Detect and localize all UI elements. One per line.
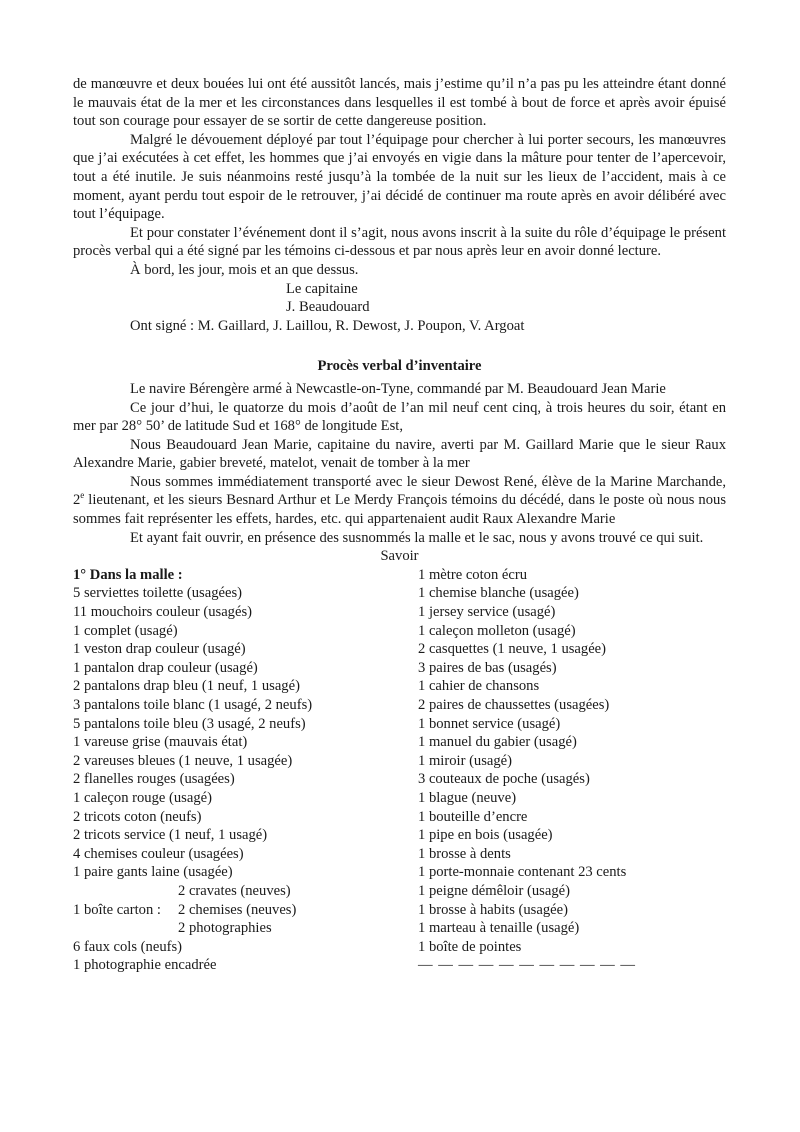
inventory-left-column <box>73 566 418 975</box>
list-item: 5 pantalons toile bleu (3 usagé, 2 neufs) <box>73 715 306 732</box>
inventory-right-column <box>418 566 726 975</box>
list-item: 1 paire gants laine (usagée) <box>73 864 233 881</box>
box-label-spacer <box>73 919 178 938</box>
transport-text-a: Nous sommes immédiatement transporté avec le sieur Dewost René, élève de la Marine Marchande, 2 <box>73 473 726 509</box>
list-item: 1 jersey service (usagé) <box>418 604 556 621</box>
list-item: 2 pantalons drap bleu (1 neuf, 1 usagé) <box>73 678 300 695</box>
list-item: 1 bonnet service (usagé) <box>418 715 561 732</box>
box-contents-row <box>73 882 418 901</box>
list-item: 1 manuel du gabier (usagé) <box>418 734 577 751</box>
list-item: 2 casquettes (1 neuve, 1 usagée) <box>418 641 607 658</box>
list-item: 1 porte-monnaie contenant 23 cents <box>418 864 627 881</box>
box-label: 1 boîte carton : <box>73 901 161 918</box>
box-contents-row <box>73 919 418 938</box>
list-item: 3 paires de bas (usagés) <box>418 659 557 676</box>
list-item: 1 caleçon molleton (usagé) <box>418 622 576 639</box>
paragraph-transport <box>73 473 726 529</box>
list-item: 1 cahier de chansons <box>418 678 540 695</box>
list-item: 1 miroir (usagé) <box>418 752 513 769</box>
list-item: 1 caleçon rouge (usagé) <box>73 789 212 806</box>
list-item: 4 chemises couleur (usagées) <box>73 845 244 862</box>
list-item: 2 paires de chaussettes (usagées) <box>418 697 610 713</box>
list-item: 1 pipe en bois (usagée) <box>418 827 553 844</box>
list-item: 2 cravates (neuves) <box>178 882 291 899</box>
list-item: 1 peigne démêloir (usagé) <box>418 882 570 899</box>
list-item: 1 mètre coton écru <box>418 566 527 583</box>
list-item: 1 brosse à habits (usagée) <box>418 901 568 918</box>
signed-by-line: Ont signé : M. Gaillard, J. Laillou, R. Dewost, J. Poupon, V. Argoat <box>130 317 525 334</box>
closing-line: À bord, les jour, mois et an que dessus. <box>130 261 359 278</box>
list-item: 1 vareuse grise (mauvais état) <box>73 734 248 751</box>
paragraph-captain-notice: Nous Beaudouard Jean Marie, capitaine du navire, averti par M. Gaillard Marie que le sieur Raux Alexandre Marie, gabier breveté, matelot, venait de tomber à la mer <box>73 436 726 472</box>
paragraph-ship: Le navire Bérengère armé à Newcastle-on-Tyne, commandé par M. Beaudouard Jean Marie <box>130 380 666 397</box>
list-item: 1 boîte de pointes <box>418 938 522 955</box>
list-item: 1 brosse à dents <box>418 845 511 862</box>
ordinal-superscript: e <box>80 490 85 501</box>
list-item: 1 bouteille d’encre <box>418 808 528 825</box>
list-item: 1 veston drap couleur (usagé) <box>73 641 246 658</box>
box-contents-row <box>73 901 418 920</box>
list-item: 2 photographies <box>178 920 272 937</box>
list-item: 3 couteaux de poche (usagés) <box>418 771 590 788</box>
paragraph-date-position: Ce jour d’hui, le quatorze du mois d’août de l’an mil neuf cent cinq, à trois heures du soir, étant en mer par 28° 50’ de latitude Sud et 168° de longitude Est, <box>73 399 726 435</box>
box-label-spacer <box>73 882 178 901</box>
list-item: 1 pantalon drap couleur (usagé) <box>73 659 258 676</box>
trunk-heading: 1° Dans la malle : <box>73 566 183 583</box>
list-item: 3 pantalons toile blanc (1 usagé, 2 neufs) <box>73 697 313 713</box>
paragraph-record-statement: Et pour constater l’événement dont il s’agit, nous avons inscrit à la suite du rôle d’équipage le présent procès verbal qui a été signé par les témoins ci-dessous et par nous après leur en avoir donné lecture. <box>73 224 726 260</box>
paragraph-continuation: de manœuvre et deux bouées lui ont été aussitôt lancés, mais j’estime qu’il n’a pas pu les atteindre étant donné le mauvais état de la mer et les circonstances dans lesquelles il est tombé à bout de force et après avoir épuisé tout son courage pour essayer de se sortir de cette dangereuse position. <box>73 76 726 130</box>
list-item: 1 chemise blanche (usagée) <box>418 585 579 602</box>
list-item: 2 flanelles rouges (usagées) <box>73 771 235 788</box>
paragraph-opening: Et ayant fait ouvrir, en présence des susnommés la malle et le sac, nous y avons trouvé ce qui suit. <box>130 529 704 546</box>
signature-title: Le capitaine <box>286 280 358 297</box>
document-page <box>73 75 726 975</box>
list-item: 5 serviettes toilette (usagées) <box>73 585 242 602</box>
list-item: 2 tricots service (1 neuf, 1 usagé) <box>73 827 268 844</box>
end-rule: — — — — — — — — — — — <box>418 957 637 974</box>
list-item: 6 faux cols (neufs) <box>73 938 183 955</box>
savoir-heading: Savoir <box>380 548 419 565</box>
list-item: 2 vareuses bleues (1 neuve, 1 usagée) <box>73 752 293 769</box>
inventory-heading: Procès verbal d’inventaire <box>317 358 482 375</box>
list-item: 2 chemises (neuves) <box>178 901 297 918</box>
list-item: 1 marteau à tenaille (usagé) <box>418 920 580 937</box>
inventory-columns <box>73 566 726 975</box>
list-item: 1 complet (usagé) <box>73 622 178 639</box>
signature-name: J. Beaudouard <box>286 299 370 316</box>
list-item: 2 tricots coton (neufs) <box>73 808 202 825</box>
list-item: 1 blague (neuve) <box>418 789 517 806</box>
paragraph-rescue-efforts: Malgré le dévouement déployé par tout l’équipage pour chercher à lui porter secours, les manœuvres que j’ai exécutées à cet effet, les hommes que j’ai envoyés en vigie dans la mâture pour tenter de l’apercevoir, tout a été inutile. Je suis néanmoins resté jusqu’à la tombée de la nuit sur les lieux de l’accident, mais à ce moment, ayant perdu tout espoir de le retrouver, j’ai décidé de continuer ma route après en avoir délibéré avec tout l’équipage. <box>73 131 726 223</box>
transport-text-b: lieutenant, et les sieurs Besnard Arthur et Le Merdy François témoins du décédé, dans le poste où nous nous sommes fait représenter les effets, hardes, etc. qui appartenaient audit Raux Alexandre Marie <box>73 492 726 528</box>
list-item: 11 mouchoirs couleur (usagés) <box>73 604 252 621</box>
list-item: 1 photographie encadrée <box>73 957 217 974</box>
